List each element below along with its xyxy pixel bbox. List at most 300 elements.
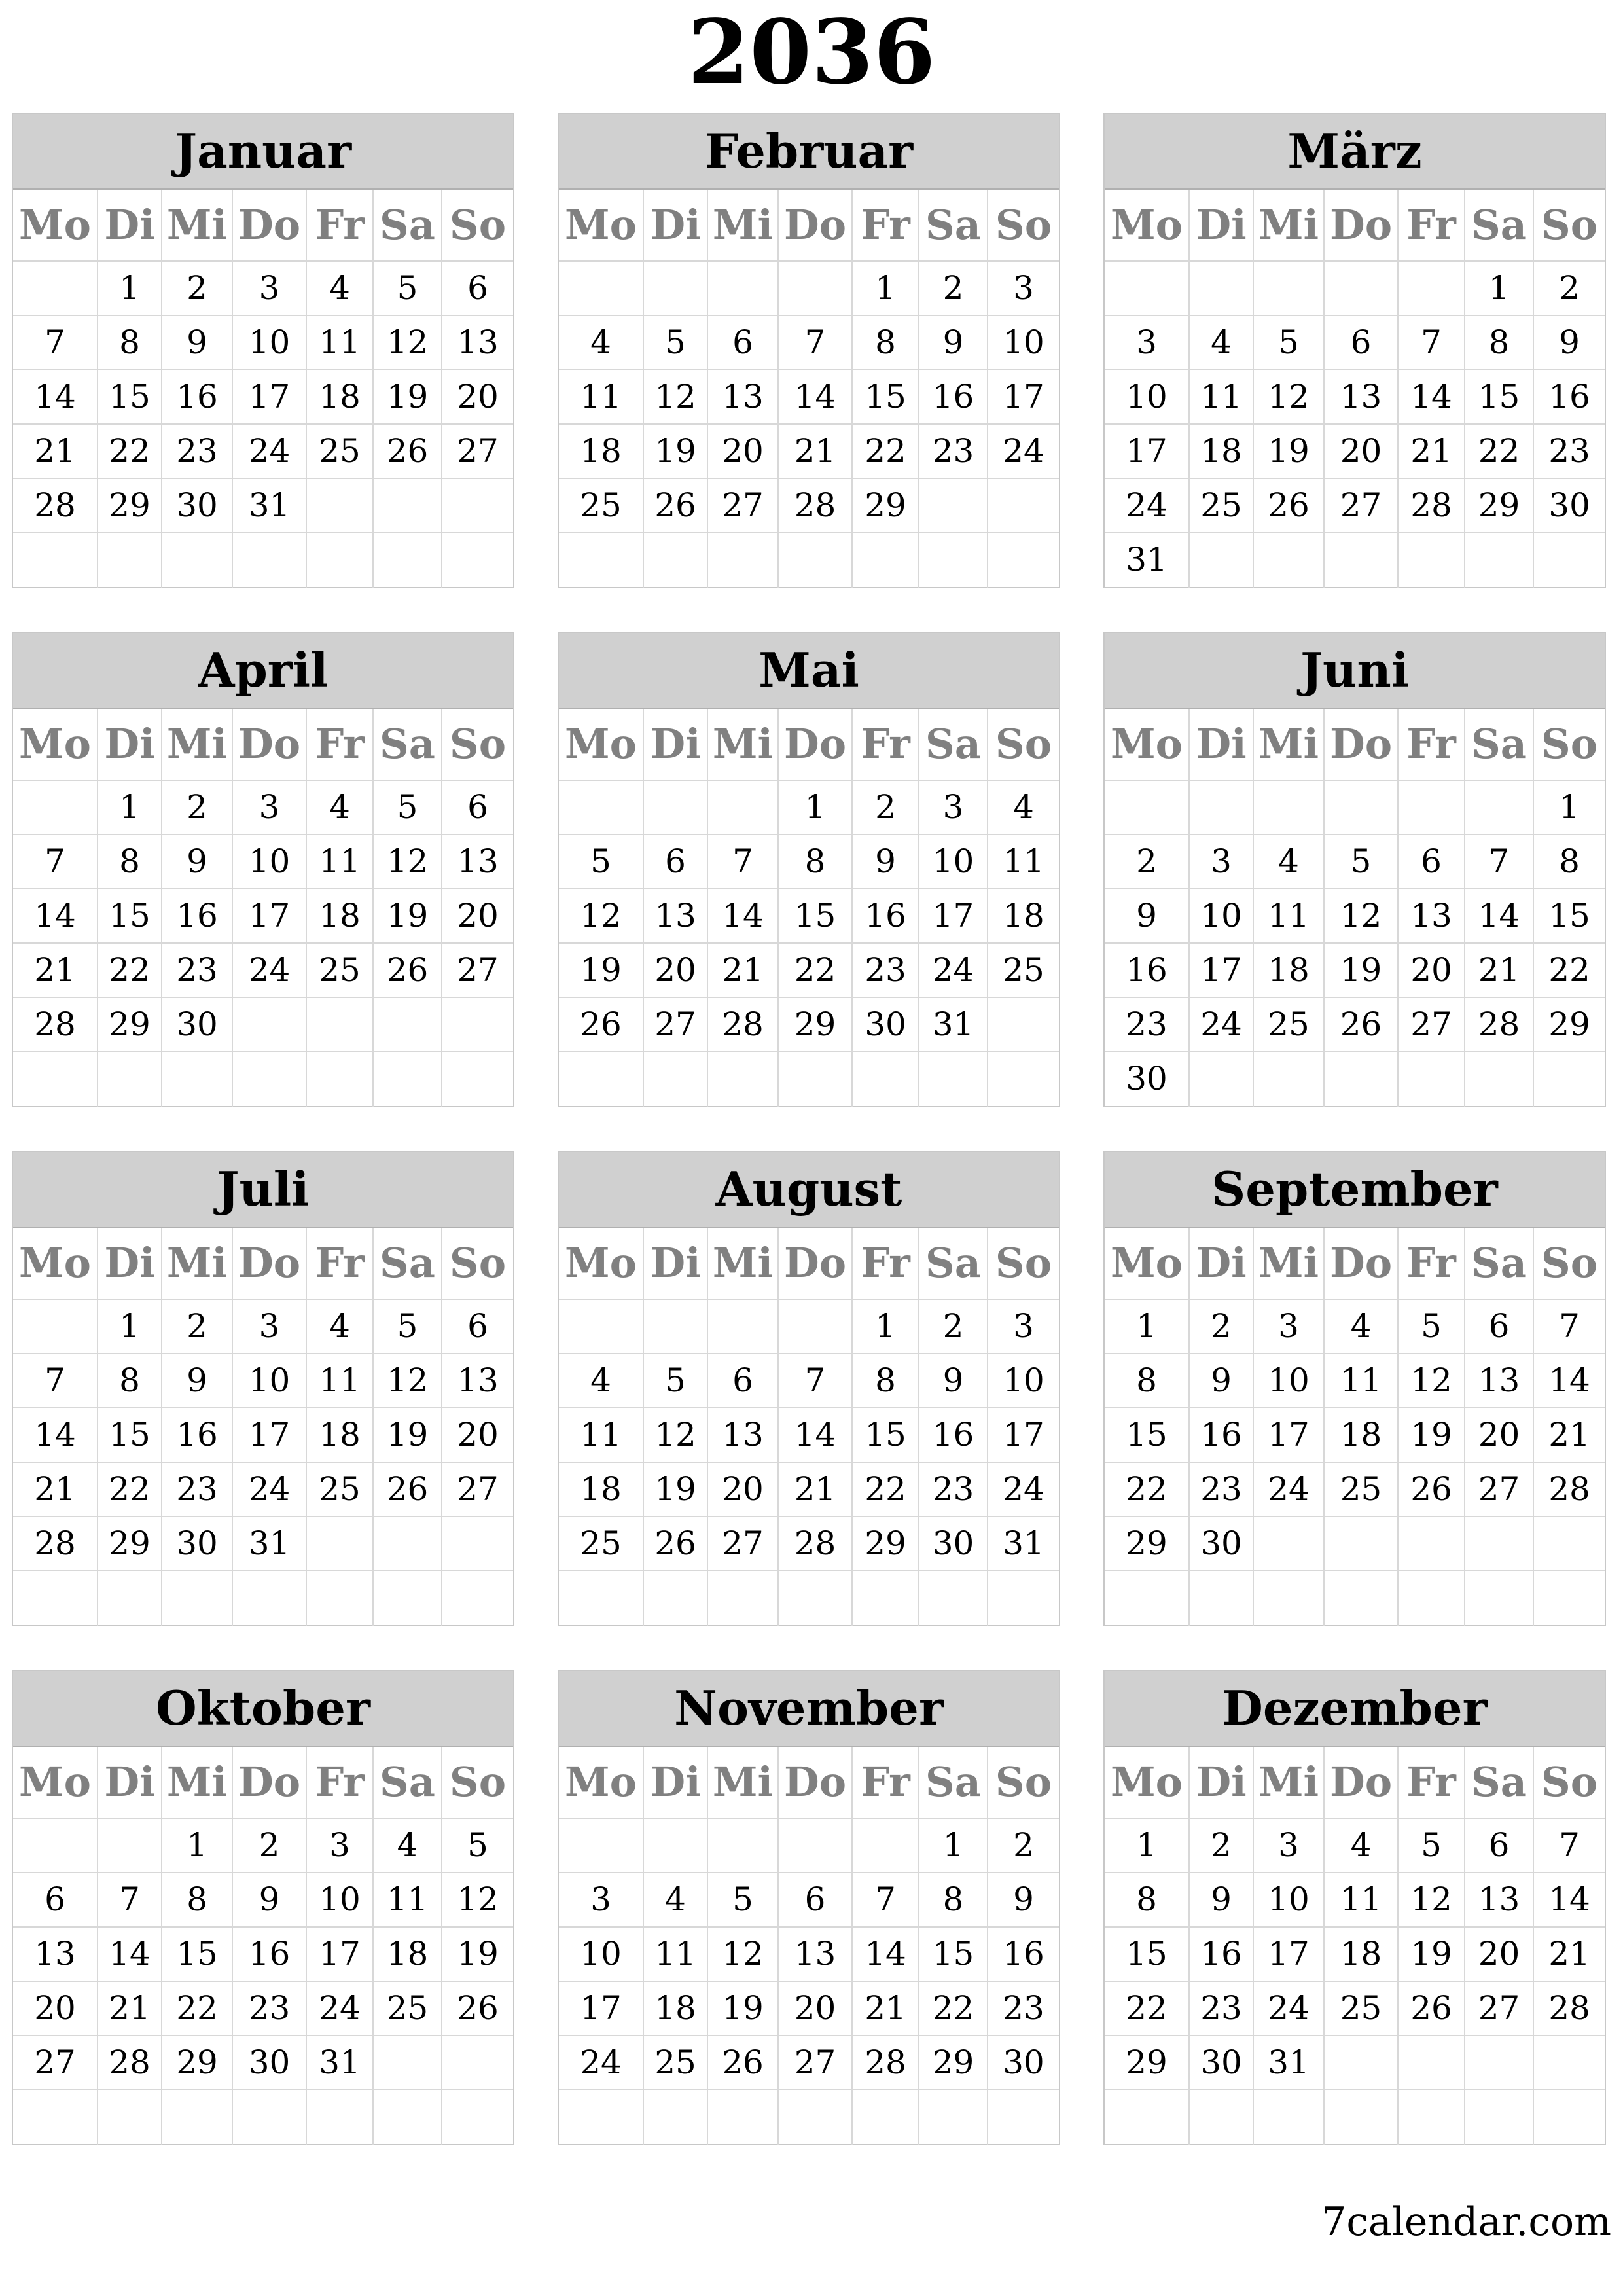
empty-cell bbox=[988, 998, 1059, 1052]
month-title: August bbox=[559, 1152, 1059, 1228]
day-cell: 25 bbox=[374, 1982, 442, 2036]
empty-cell bbox=[98, 1819, 162, 1873]
day-cell: 10 bbox=[1254, 1354, 1325, 1408]
day-cell: 5 bbox=[1399, 1819, 1465, 1873]
day-cell: 2 bbox=[1105, 835, 1190, 889]
day-cell: 18 bbox=[307, 1408, 374, 1463]
empty-cell bbox=[779, 1300, 853, 1354]
empty-cell bbox=[1465, 1517, 1534, 1571]
day-cell: 2 bbox=[162, 1300, 233, 1354]
empty-cell bbox=[559, 1571, 644, 1626]
empty-cell bbox=[13, 781, 98, 835]
empty-cell bbox=[307, 1571, 374, 1626]
empty-cell bbox=[233, 1052, 307, 1107]
empty-cell bbox=[307, 2090, 374, 2145]
day-cell: 1 bbox=[98, 781, 162, 835]
day-cell: 28 bbox=[1534, 1463, 1605, 1517]
day-cell: 9 bbox=[233, 1873, 307, 1928]
empty-cell bbox=[13, 1052, 98, 1107]
day-cell: 10 bbox=[1105, 370, 1190, 425]
empty-cell bbox=[1465, 1052, 1534, 1107]
weekday-header: Di bbox=[98, 709, 162, 781]
weekday-header: So bbox=[1534, 1228, 1605, 1300]
weekday-header: Di bbox=[98, 1228, 162, 1300]
empty-cell bbox=[644, 781, 708, 835]
day-cell: 18 bbox=[307, 889, 374, 944]
weekday-header: Mo bbox=[1105, 709, 1190, 781]
day-cell: 28 bbox=[98, 2036, 162, 2090]
day-cell: 4 bbox=[374, 1819, 442, 1873]
weekday-header: So bbox=[442, 1747, 513, 1819]
day-cell: 17 bbox=[233, 889, 307, 944]
month-title: Januar bbox=[13, 114, 513, 190]
weekday-header: Mi bbox=[1254, 709, 1325, 781]
day-cell: 26 bbox=[374, 425, 442, 479]
empty-cell bbox=[307, 998, 374, 1052]
day-cell: 13 bbox=[708, 370, 779, 425]
empty-cell bbox=[779, 262, 853, 316]
day-cell: 12 bbox=[644, 1408, 708, 1463]
day-cell: 1 bbox=[1105, 1300, 1190, 1354]
empty-cell bbox=[559, 533, 644, 588]
day-cell: 2 bbox=[988, 1819, 1059, 1873]
day-cell: 26 bbox=[374, 944, 442, 998]
weekday-header: Fr bbox=[853, 709, 919, 781]
month-block bbox=[1103, 1151, 1606, 1626]
day-cell: 18 bbox=[307, 370, 374, 425]
weekday-header: Mo bbox=[13, 1747, 98, 1819]
weekday-header: Mo bbox=[1105, 1228, 1190, 1300]
empty-cell bbox=[13, 533, 98, 588]
empty-cell bbox=[559, 1300, 644, 1354]
day-cell: 11 bbox=[559, 370, 644, 425]
day-cell: 23 bbox=[919, 425, 988, 479]
month-block bbox=[12, 632, 514, 1107]
empty-cell bbox=[1105, 2090, 1190, 2145]
day-cell: 16 bbox=[853, 889, 919, 944]
weekday-header: Sa bbox=[1465, 190, 1534, 262]
empty-cell bbox=[1465, 781, 1534, 835]
day-cell: 23 bbox=[233, 1982, 307, 2036]
day-cell: 12 bbox=[374, 316, 442, 370]
empty-cell bbox=[374, 1517, 442, 1571]
day-cell: 16 bbox=[1534, 370, 1605, 425]
weekday-header: Do bbox=[233, 1747, 307, 1819]
day-cell: 16 bbox=[919, 1408, 988, 1463]
day-cell: 3 bbox=[1254, 1300, 1325, 1354]
month-block bbox=[1103, 1670, 1606, 2145]
weekday-header: Do bbox=[233, 190, 307, 262]
day-cell: 9 bbox=[1190, 1873, 1254, 1928]
day-cell: 18 bbox=[644, 1982, 708, 2036]
empty-cell bbox=[1465, 2090, 1534, 2145]
day-cell: 17 bbox=[919, 889, 988, 944]
empty-cell bbox=[98, 2090, 162, 2145]
weekday-header: Fr bbox=[1399, 190, 1465, 262]
day-cell: 18 bbox=[559, 425, 644, 479]
day-cell: 24 bbox=[1254, 1982, 1325, 2036]
day-cell: 29 bbox=[1534, 998, 1605, 1052]
empty-cell bbox=[442, 1517, 513, 1571]
weekday-header: Di bbox=[644, 1747, 708, 1819]
day-cell: 22 bbox=[98, 1463, 162, 1517]
weekday-header: So bbox=[988, 1228, 1059, 1300]
weekday-header: Do bbox=[779, 709, 853, 781]
weekday-header: Do bbox=[1325, 1228, 1399, 1300]
weekday-header: Mi bbox=[1254, 1228, 1325, 1300]
day-cell: 16 bbox=[988, 1928, 1059, 1982]
day-cell: 17 bbox=[559, 1982, 644, 2036]
empty-cell bbox=[1105, 262, 1190, 316]
empty-cell bbox=[307, 1052, 374, 1107]
empty-cell bbox=[162, 533, 233, 588]
empty-cell bbox=[1254, 533, 1325, 588]
day-cell: 14 bbox=[779, 370, 853, 425]
month-grid bbox=[13, 1228, 513, 1626]
month-grid bbox=[559, 709, 1059, 1107]
empty-cell bbox=[442, 479, 513, 533]
day-cell: 16 bbox=[1105, 944, 1190, 998]
empty-cell bbox=[853, 1571, 919, 1626]
day-cell: 1 bbox=[919, 1819, 988, 1873]
weekday-header: So bbox=[988, 1747, 1059, 1819]
weekday-header: Mo bbox=[13, 709, 98, 781]
empty-cell bbox=[708, 1300, 779, 1354]
empty-cell bbox=[1105, 781, 1190, 835]
day-cell: 13 bbox=[708, 1408, 779, 1463]
day-cell: 20 bbox=[708, 1463, 779, 1517]
day-cell: 16 bbox=[162, 1408, 233, 1463]
day-cell: 17 bbox=[233, 370, 307, 425]
day-cell: 25 bbox=[559, 1517, 644, 1571]
empty-cell bbox=[559, 2090, 644, 2145]
day-cell: 2 bbox=[919, 262, 988, 316]
weekday-header: Fr bbox=[307, 1747, 374, 1819]
weekday-header: Fr bbox=[853, 1228, 919, 1300]
day-cell: 20 bbox=[1325, 425, 1399, 479]
weekday-header: So bbox=[1534, 190, 1605, 262]
weekday-header: Di bbox=[644, 1228, 708, 1300]
empty-cell bbox=[1325, 2036, 1399, 2090]
day-cell: 3 bbox=[919, 781, 988, 835]
day-cell: 30 bbox=[233, 2036, 307, 2090]
month-title: Dezember bbox=[1105, 1671, 1605, 1747]
day-cell: 20 bbox=[644, 944, 708, 998]
weekday-header: So bbox=[1534, 1747, 1605, 1819]
empty-cell bbox=[1105, 1571, 1190, 1626]
day-cell: 13 bbox=[442, 1354, 513, 1408]
weekday-header: Di bbox=[98, 1747, 162, 1819]
empty-cell bbox=[708, 1052, 779, 1107]
weekday-header: Di bbox=[1190, 1228, 1254, 1300]
weekday-header: Do bbox=[779, 1228, 853, 1300]
day-cell: 12 bbox=[1399, 1354, 1465, 1408]
weekday-header: Sa bbox=[374, 1747, 442, 1819]
day-cell: 28 bbox=[853, 2036, 919, 2090]
day-cell: 25 bbox=[1325, 1463, 1399, 1517]
empty-cell bbox=[442, 2090, 513, 2145]
weekday-header: Di bbox=[644, 190, 708, 262]
day-cell: 15 bbox=[1465, 370, 1534, 425]
empty-cell bbox=[919, 2090, 988, 2145]
day-cell: 22 bbox=[1465, 425, 1534, 479]
day-cell: 17 bbox=[233, 1408, 307, 1463]
empty-cell bbox=[853, 533, 919, 588]
weekday-header: Do bbox=[1325, 1747, 1399, 1819]
day-cell: 26 bbox=[644, 1517, 708, 1571]
day-cell: 21 bbox=[1534, 1408, 1605, 1463]
day-cell: 27 bbox=[779, 2036, 853, 2090]
weekday-header: So bbox=[442, 190, 513, 262]
day-cell: 3 bbox=[233, 781, 307, 835]
day-cell: 17 bbox=[988, 370, 1059, 425]
day-cell: 12 bbox=[644, 370, 708, 425]
month-title: Februar bbox=[559, 114, 1059, 190]
day-cell: 2 bbox=[162, 262, 233, 316]
month-block bbox=[12, 1670, 514, 2145]
empty-cell bbox=[442, 1052, 513, 1107]
day-cell: 25 bbox=[307, 1463, 374, 1517]
weekday-header: Fr bbox=[307, 709, 374, 781]
day-cell: 7 bbox=[98, 1873, 162, 1928]
empty-cell bbox=[307, 1517, 374, 1571]
day-cell: 25 bbox=[988, 944, 1059, 998]
day-cell: 26 bbox=[442, 1982, 513, 2036]
empty-cell bbox=[1399, 2036, 1465, 2090]
day-cell: 28 bbox=[13, 998, 98, 1052]
day-cell: 13 bbox=[442, 316, 513, 370]
day-cell: 11 bbox=[988, 835, 1059, 889]
day-cell: 12 bbox=[442, 1873, 513, 1928]
day-cell: 5 bbox=[374, 1300, 442, 1354]
empty-cell bbox=[1325, 262, 1399, 316]
day-cell: 9 bbox=[162, 316, 233, 370]
day-cell: 22 bbox=[1534, 944, 1605, 998]
day-cell: 22 bbox=[1105, 1982, 1190, 2036]
day-cell: 14 bbox=[13, 1408, 98, 1463]
day-cell: 7 bbox=[13, 1354, 98, 1408]
day-cell: 11 bbox=[307, 1354, 374, 1408]
day-cell: 14 bbox=[853, 1928, 919, 1982]
day-cell: 15 bbox=[98, 889, 162, 944]
month-block bbox=[558, 632, 1060, 1107]
day-cell: 29 bbox=[98, 479, 162, 533]
day-cell: 24 bbox=[988, 425, 1059, 479]
day-cell: 19 bbox=[374, 370, 442, 425]
day-cell: 21 bbox=[13, 425, 98, 479]
day-cell: 26 bbox=[559, 998, 644, 1052]
weekday-header: Di bbox=[644, 709, 708, 781]
empty-cell bbox=[1190, 1571, 1254, 1626]
weekday-header: Mo bbox=[559, 709, 644, 781]
day-cell: 9 bbox=[162, 1354, 233, 1408]
day-cell: 19 bbox=[1325, 944, 1399, 998]
day-cell: 13 bbox=[644, 889, 708, 944]
day-cell: 24 bbox=[1254, 1463, 1325, 1517]
day-cell: 21 bbox=[13, 1463, 98, 1517]
day-cell: 18 bbox=[374, 1928, 442, 1982]
day-cell: 15 bbox=[98, 1408, 162, 1463]
empty-cell bbox=[98, 533, 162, 588]
day-cell: 12 bbox=[374, 835, 442, 889]
empty-cell bbox=[374, 1571, 442, 1626]
weekday-header: Fr bbox=[307, 1228, 374, 1300]
empty-cell bbox=[307, 533, 374, 588]
day-cell: 5 bbox=[442, 1819, 513, 1873]
day-cell: 20 bbox=[1465, 1928, 1534, 1982]
empty-cell bbox=[1465, 1571, 1534, 1626]
empty-cell bbox=[1534, 2036, 1605, 2090]
day-cell: 8 bbox=[98, 835, 162, 889]
weekday-header: Do bbox=[1325, 190, 1399, 262]
empty-cell bbox=[1325, 1571, 1399, 1626]
weekday-header: So bbox=[1534, 709, 1605, 781]
day-cell: 26 bbox=[708, 2036, 779, 2090]
day-cell: 9 bbox=[1534, 316, 1605, 370]
day-cell: 28 bbox=[13, 479, 98, 533]
weekday-header: Do bbox=[233, 709, 307, 781]
weekday-header: Mi bbox=[162, 709, 233, 781]
day-cell: 8 bbox=[1465, 316, 1534, 370]
day-cell: 3 bbox=[1105, 316, 1190, 370]
day-cell: 23 bbox=[1534, 425, 1605, 479]
day-cell: 19 bbox=[1399, 1408, 1465, 1463]
day-cell: 16 bbox=[1190, 1928, 1254, 1982]
empty-cell bbox=[374, 2090, 442, 2145]
day-cell: 27 bbox=[708, 479, 779, 533]
day-cell: 18 bbox=[1325, 1408, 1399, 1463]
empty-cell bbox=[1399, 1571, 1465, 1626]
day-cell: 29 bbox=[1105, 2036, 1190, 2090]
day-cell: 14 bbox=[708, 889, 779, 944]
day-cell: 27 bbox=[13, 2036, 98, 2090]
day-cell: 25 bbox=[307, 944, 374, 998]
day-cell: 1 bbox=[98, 1300, 162, 1354]
day-cell: 12 bbox=[1254, 370, 1325, 425]
day-cell: 27 bbox=[1399, 998, 1465, 1052]
empty-cell bbox=[1190, 2090, 1254, 2145]
day-cell: 29 bbox=[162, 2036, 233, 2090]
day-cell: 3 bbox=[988, 262, 1059, 316]
empty-cell bbox=[708, 781, 779, 835]
day-cell: 21 bbox=[13, 944, 98, 998]
day-cell: 22 bbox=[779, 944, 853, 998]
day-cell: 15 bbox=[98, 370, 162, 425]
day-cell: 11 bbox=[1190, 370, 1254, 425]
month-block bbox=[558, 113, 1060, 588]
day-cell: 24 bbox=[919, 944, 988, 998]
month-grid bbox=[559, 190, 1059, 588]
empty-cell bbox=[853, 2090, 919, 2145]
day-cell: 23 bbox=[162, 1463, 233, 1517]
weekday-header: Fr bbox=[1399, 1747, 1465, 1819]
day-cell: 3 bbox=[233, 262, 307, 316]
month-grid bbox=[13, 709, 513, 1107]
day-cell: 5 bbox=[1325, 835, 1399, 889]
month-grid bbox=[1105, 1228, 1605, 1626]
weekday-header: Do bbox=[779, 190, 853, 262]
empty-cell bbox=[162, 1571, 233, 1626]
day-cell: 12 bbox=[1399, 1873, 1465, 1928]
day-cell: 19 bbox=[644, 425, 708, 479]
day-cell: 15 bbox=[853, 1408, 919, 1463]
empty-cell bbox=[1399, 262, 1465, 316]
day-cell: 7 bbox=[1399, 316, 1465, 370]
day-cell: 5 bbox=[708, 1873, 779, 1928]
weekday-header: Fr bbox=[1399, 709, 1465, 781]
day-cell: 25 bbox=[644, 2036, 708, 2090]
empty-cell bbox=[779, 2090, 853, 2145]
day-cell: 5 bbox=[644, 316, 708, 370]
day-cell: 6 bbox=[708, 316, 779, 370]
day-cell: 20 bbox=[779, 1982, 853, 2036]
day-cell: 20 bbox=[1465, 1408, 1534, 1463]
day-cell: 28 bbox=[708, 998, 779, 1052]
day-cell: 8 bbox=[779, 835, 853, 889]
day-cell: 21 bbox=[1399, 425, 1465, 479]
day-cell: 30 bbox=[162, 1517, 233, 1571]
day-cell: 10 bbox=[1254, 1873, 1325, 1928]
weekday-header: Fr bbox=[307, 190, 374, 262]
day-cell: 25 bbox=[1190, 479, 1254, 533]
empty-cell bbox=[1399, 533, 1465, 588]
day-cell: 30 bbox=[853, 998, 919, 1052]
month-title: März bbox=[1105, 114, 1605, 190]
empty-cell bbox=[13, 1819, 98, 1873]
empty-cell bbox=[559, 1052, 644, 1107]
day-cell: 2 bbox=[919, 1300, 988, 1354]
day-cell: 31 bbox=[233, 479, 307, 533]
day-cell: 10 bbox=[919, 835, 988, 889]
day-cell: 14 bbox=[779, 1408, 853, 1463]
day-cell: 22 bbox=[1105, 1463, 1190, 1517]
day-cell: 23 bbox=[919, 1463, 988, 1517]
month-grid bbox=[1105, 1747, 1605, 2145]
day-cell: 4 bbox=[307, 1300, 374, 1354]
day-cell: 19 bbox=[374, 1408, 442, 1463]
day-cell: 25 bbox=[307, 425, 374, 479]
day-cell: 27 bbox=[1465, 1982, 1534, 2036]
day-cell: 9 bbox=[1190, 1354, 1254, 1408]
weekday-header: Sa bbox=[1465, 1228, 1534, 1300]
day-cell: 5 bbox=[559, 835, 644, 889]
weekday-header: Sa bbox=[1465, 709, 1534, 781]
day-cell: 3 bbox=[988, 1300, 1059, 1354]
month-grid bbox=[13, 190, 513, 588]
weekday-header: Fr bbox=[1399, 1228, 1465, 1300]
day-cell: 2 bbox=[1190, 1819, 1254, 1873]
month-grid bbox=[1105, 190, 1605, 588]
empty-cell bbox=[853, 1819, 919, 1873]
day-cell: 6 bbox=[1465, 1300, 1534, 1354]
day-cell: 30 bbox=[162, 479, 233, 533]
day-cell: 8 bbox=[919, 1873, 988, 1928]
empty-cell bbox=[1534, 1571, 1605, 1626]
day-cell: 20 bbox=[442, 889, 513, 944]
weekday-header: Mo bbox=[13, 190, 98, 262]
day-cell: 29 bbox=[919, 2036, 988, 2090]
day-cell: 18 bbox=[559, 1463, 644, 1517]
day-cell: 26 bbox=[644, 479, 708, 533]
day-cell: 8 bbox=[853, 1354, 919, 1408]
empty-cell bbox=[1325, 781, 1399, 835]
day-cell: 6 bbox=[13, 1873, 98, 1928]
day-cell: 27 bbox=[442, 1463, 513, 1517]
day-cell: 22 bbox=[853, 1463, 919, 1517]
empty-cell bbox=[919, 1052, 988, 1107]
day-cell: 25 bbox=[1254, 998, 1325, 1052]
day-cell: 29 bbox=[853, 479, 919, 533]
